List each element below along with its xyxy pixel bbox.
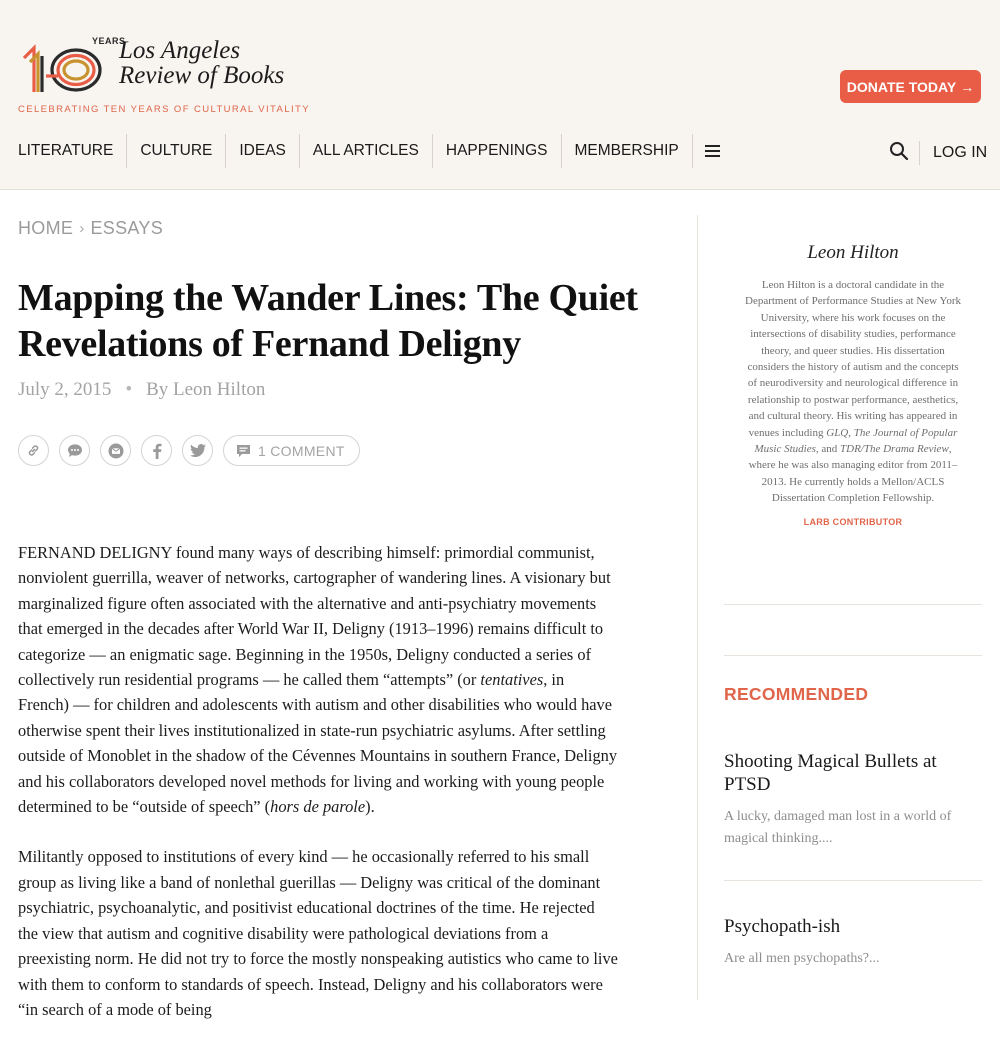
bio-text: , where he was also managing editor from 2011–2013. He currently holds a Mellon/ACLS Dissertation Completion Fellowship. [748, 443, 958, 505]
sidebar-divider [697, 215, 698, 1000]
italic-term: tentatives [480, 670, 544, 690]
breadcrumb-essays[interactable]: ESSAYS [90, 218, 163, 238]
author-card [744, 242, 962, 527]
article-paragraph [18, 540, 618, 819]
nav-item-ideas[interactable]: IDEAS [226, 134, 300, 168]
author-name[interactable]: Leon Hilton [807, 242, 899, 263]
article-body [18, 540, 618, 1047]
donate-button[interactable] [840, 70, 981, 103]
facebook-icon [152, 443, 162, 459]
email-icon [108, 443, 124, 459]
donate-label: DONATE TODAY [846, 78, 957, 95]
larb-logo[interactable] [18, 36, 318, 116]
author-link[interactable]: By Leon Hilton [146, 379, 266, 400]
arrow-right-icon: → [960, 78, 975, 95]
site-header [0, 0, 1000, 190]
logo-name-line1: Los Angeles [119, 37, 241, 64]
recommended-title[interactable]: Shooting Magical Bullets at PTSD [724, 751, 937, 795]
share-twitter-button[interactable] [182, 435, 213, 466]
bio-publication: TDR/The Drama Review [840, 443, 949, 456]
nav-item-literature[interactable]: LITERATURE [18, 134, 127, 168]
sidebar-rule [724, 604, 982, 605]
sidebar-rule [724, 655, 982, 656]
nav-item-happenings[interactable]: HAPPENINGS [433, 134, 562, 168]
paragraph-text: , in French) — for children and adolescents with autism and other disabilities who would have otherwise spent their lives institutionalized in state-run psychiatric asylums. After settling outside of Monoblet in the shadow of the Cévennes Mountains in southern France, Deligny and his collaborators developed novel methods for living and working with young people determined to be “outside of speech” ( [18, 670, 618, 817]
hamburger-menu-icon [705, 145, 720, 157]
article-date: July 2, 2015 [18, 379, 112, 400]
comment-icon [236, 444, 251, 458]
bio-text: Leon Hilton is a doctoral candidate in the Department of Performance Studies at New York University, where his work focuses on the intersections of disability studies, performance theory, and queer studies. His dissertation considers the history of autism and the concepts of neurodiversity and neurological difference in relationship to postwar performance, aesthetics, and cultural theory. His writing has appeared in venues including [745, 279, 961, 439]
logo-name-line2: Review of Books [119, 62, 285, 89]
bio-publication: The Journal of Popular Music Studies [754, 426, 958, 456]
copy-link-button[interactable] [18, 435, 49, 466]
recommended-item[interactable] [724, 750, 982, 850]
share-message-button[interactable] [59, 435, 90, 466]
share-facebook-button[interactable] [141, 435, 172, 466]
recommended-excerpt: Are all men psychopaths?... [724, 951, 880, 966]
recommended-item[interactable] [724, 915, 982, 970]
author-bio [744, 277, 962, 507]
paragraph-text: FERNAND DELIGNY found many ways of describing himself: primordial communist, nonviolent guerrilla, weaver of networks, cartographer of wandering lines. A visionary but marginalized figure often associated with the alternative and anti-psychiatry movements that emerged in the decades after World War II, Deligny (1913–1996) remains difficult to categorize — an enigmatic sage. Beginning in the 1950s, Deligny conducted a series of collectively run residential programs — he called them “attempts” (or [18, 543, 611, 690]
paragraph-text: ). [365, 797, 375, 817]
share-bar [18, 435, 360, 466]
article-byline [18, 379, 265, 401]
chat-bubble-icon [67, 443, 83, 458]
logo-tagline: CELEBRATING TEN YEARS OF CULTURAL VITALITY [18, 104, 310, 115]
breadcrumb [18, 218, 163, 239]
link-icon [26, 443, 41, 458]
chevron-right-icon: › [79, 220, 85, 237]
main-nav [18, 134, 732, 168]
search-icon[interactable] [889, 141, 909, 161]
article-title: Mapping the Wander Lines: The Quiet Revelations of Fernand Deligny [18, 277, 638, 365]
byline-separator: • [125, 379, 133, 400]
italic-term: hors de parole [270, 797, 366, 817]
comment-count: 1 COMMENT [258, 442, 345, 459]
menu-button[interactable] [693, 134, 732, 168]
recommended-title[interactable]: Psychopath-ish [724, 916, 841, 937]
breadcrumb-home[interactable]: HOME [18, 218, 74, 238]
login-link[interactable]: LOG IN [919, 141, 987, 165]
logo-wordmark [119, 38, 284, 88]
logo-years-label: YEARS [92, 36, 126, 46]
sidebar-rule [724, 880, 982, 881]
article-paragraph: Militantly opposed to institutions of every kind — he occasionally referred to his small group as living like a band of nonlethal guerillas — Deligny was critical of the dominant psychiatric, psychoanalytic, and positivist educational doctrines of the time. He rejected the view that autism and cognitive disability were pathological deviations from a preexisting norm. He did not try to force the mostly nonspeaking autistics who came to live with them to conform to standards of speech. Instead, Deligny and his collaborators were “in search of a mode of being [18, 847, 618, 1019]
recommended-heading: RECOMMENDED [724, 684, 869, 704]
bio-publication: GLQ [826, 426, 849, 439]
recommended-excerpt: A lucky, damaged man lost in a world of magical thinking.... [724, 809, 952, 846]
bio-text: , [848, 426, 854, 439]
bio-text: , and [815, 443, 841, 456]
nav-item-all-articles[interactable]: ALL ARTICLES [300, 134, 433, 168]
share-email-button[interactable] [100, 435, 131, 466]
author-role-badge[interactable]: LARB CONTRIBUTOR [803, 516, 903, 527]
twitter-icon [190, 444, 206, 457]
nav-item-membership[interactable]: MEMBERSHIP [562, 134, 693, 168]
nav-item-culture[interactable]: CULTURE [127, 134, 226, 168]
comments-button[interactable] [223, 435, 360, 466]
